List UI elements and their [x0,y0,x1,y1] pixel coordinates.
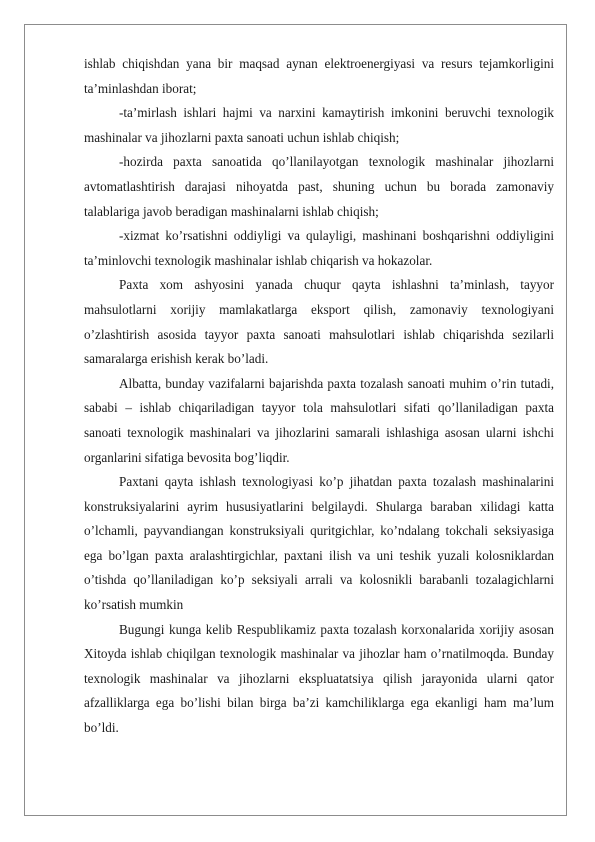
paragraph-6: Albatta, bunday vazifalarni bajarishda paxta tozalash sanoati muhim o’rin tutadi, sababi – ishlab chiqariladigan tayyor tola mahsulotlari sifati qo’llaniladigan paxta sanoati texnologik mashinalari va jihozlarini samarali ishlashiga asosan ularni ishchi organlarini sifatiga bevosita bog’liqdir. [84,375,554,465]
paragraph-3: -hozirda paxta sanoatida qo’llanilayotgan texnologik mashinalar jihozlarni avtomatlashtirish darajasi nihoyatda past, shuning uchun bu borada zamonaviy talablariga javob beradigan mashinalarni ishlab chiqish; [84,154,554,219]
paragraph-5: Paxta xom ashyosini yanada chuqur qayta ishlashni ta’minlash, tayyor mahsulotlarni xorijiy mamlakatlarga eksport qilish, zamonaviy texnologiyani o’zlashtirish asosida tayyor paxta sanoati mahsulotlari ishlab chiqarishda sezilarli samaralarga erishish kerak bo’ladi. [84,277,554,367]
paragraph-4: -xizmat ko’rsatishni oddiyligi va qulayligi, mashinani boshqarishni oddiyligini ta’minlovchi texnologik mashinalar ishlab chiqarish va hokazolar. [84,228,554,268]
paragraph-7: Paxtani qayta ishlash texnologiyasi ko’p jihatdan paxta tozalash mashinalarini konstruksiyalarini ayrim hususiyatlarini belgilaydi. Shularga baraban xilidagi katta o’lchamli, payvandiangan konstruksiyali quritgichlar, ko’ndalang tokchali seksiyasiga ega bo’lgan paxta aralashtirgichlar, paxtani ilish va uni teshik yuzali kolosniklardan o’tishda qo’llaniladigan ko’p seksiyali arrali va kolosnikli barabanli tozalagichlarni ko’rsatish mumkin [84,474,554,613]
document-body [84,52,554,741]
paragraph-1: ishlab chiqishdan yana bir maqsad aynan elektroenergiyasi va resurs tejamkorligini ta’minlashdan iborat; [84,56,554,96]
paragraph-2: -ta’mirlash ishlari hajmi va narxini kamaytirish imkonini beruvchi texnologik mashinalar va jihozlarni paxta sanoati uchun ishlab chiqish; [84,105,554,145]
paragraph-8: Bugungi kunga kelib Respublikamiz paxta tozalash korxonalarida xorijiy asosan Xitoyda ishlab chiqilgan texnologik mashinalar va jihozlar ham o’rnatilmoqda. Bunday texnologik mashinalar va jihozlarni ekspluatatsiya qilish jarayonida ularni qator afzalliklarga ega bo’lishi bilan birga ba’zi kamchiliklarga ega ekanligi ham ma’lum bo’ldi. [84,621,554,736]
